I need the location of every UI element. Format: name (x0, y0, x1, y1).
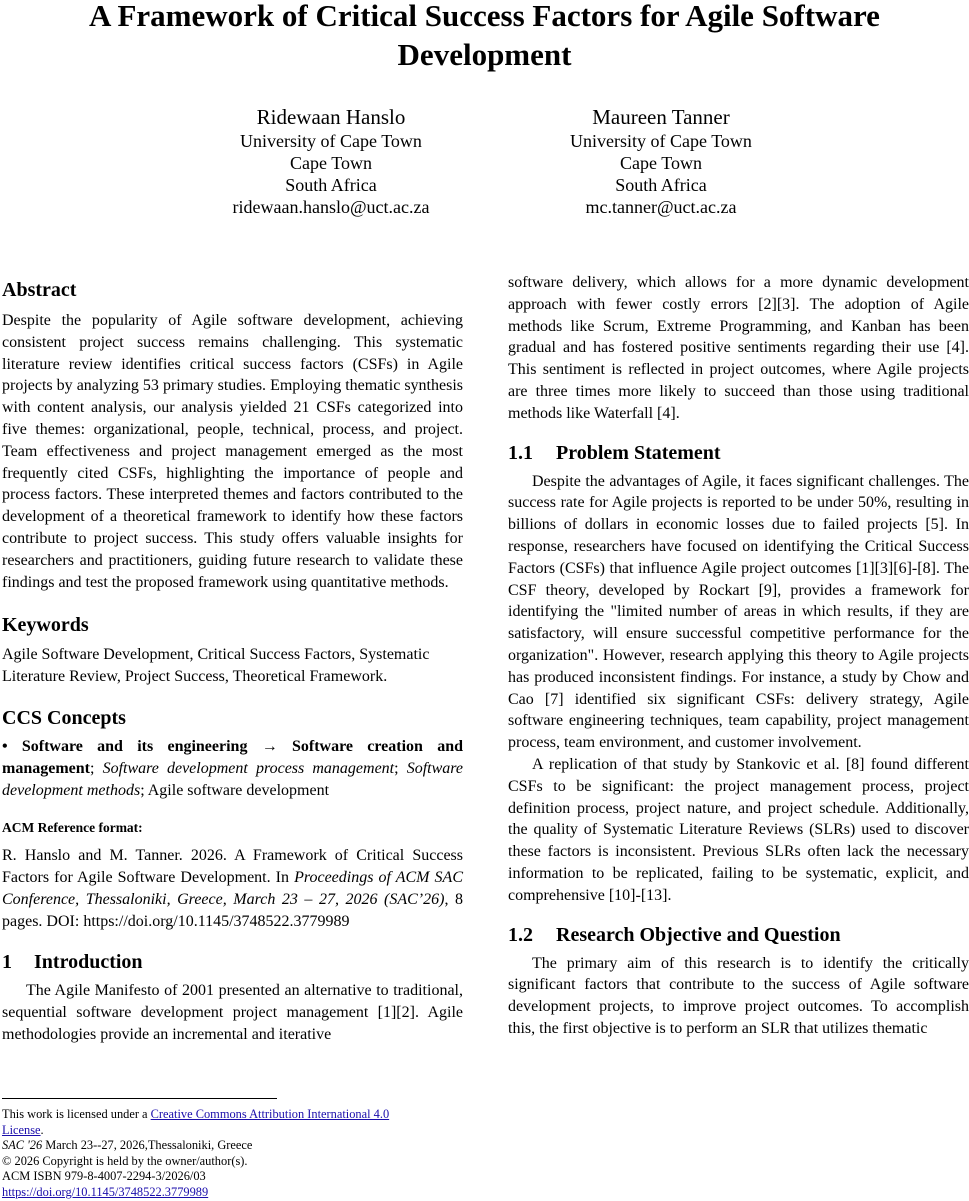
author-name: Ridewaan Hanslo (256, 105, 406, 129)
ccs-bold: • Software and its engineering → Software creation and management (2, 737, 463, 777)
author-country: South Africa (285, 175, 377, 195)
problem-paragraph: A replication of that study by Stankovic et al. [8] found different CSFs to be significant: the project management process, project definition process, project nature, and project schedule. Additionally, the quality of Systematic Literature Reviews (SLRs) used to discover these factors is inconsistent. Previous SLRs often lack the necessary information to be replicated, failing to be systematic, explicit, and comprehensive [10]-[13]. (508, 755, 969, 904)
conference-line (2, 1138, 472, 1154)
abstract-text: Despite the popularity of Agile software development, achieving consistent project success remains challenging. This systematic literature review identifies critical success factors (CSFs) in Agile projects by analyzing 53 primary studies. Employing thematic synthesis with content analysis, our analysis yielded 21 CSFs categorized into five themes: organizational, people, technical, process, and project. Team effectiveness and project management emerged as the most frequently cited CSFs, highlighting the importance of people and process factors. These interpreted themes and factors contributed to the development of a theoretical framework to identify how these factors contribute to project success. This study offers valuable insights for researchers and practitioners, guiding future research to validate these findings and test the proposed framework using quantitative methods. (2, 312, 463, 591)
intro-heading (2, 950, 463, 974)
objective-paragraph: The primary aim of this research is to identify the critically significant factors that contribute to the success of Agile software development projects, to improve project outcomes. To accomplish this, the first objective is to perform an SLR that utilizes thematic (508, 954, 969, 1037)
isbn-line: ACM ISBN 979-8-4007-2294-3/2026/03 (2, 1169, 206, 1184)
author-email: mc.tanner@uct.ac.za (585, 197, 737, 217)
keywords-heading: Keywords (2, 614, 89, 637)
license-link[interactable]: Creative Commons Attribution International 4.0 (150, 1107, 390, 1121)
doi-link[interactable]: https://doi.org/10.1145/3748522.3779989 (2, 1184, 209, 1199)
ccs-tail: ; Agile software development (140, 781, 330, 799)
objective-heading (508, 923, 969, 947)
author-affiliation: University of Cape Town (570, 131, 752, 151)
license-link[interactable]: License (2, 1122, 41, 1137)
ccs-sep: ; (394, 759, 407, 777)
author-affiliation: University of Cape Town (240, 131, 422, 151)
problem-heading (508, 441, 969, 465)
section-number: 1.1 (508, 441, 533, 464)
section-title: Introduction (34, 951, 143, 974)
left-column (2, 278, 463, 1046)
ccs-text (2, 736, 463, 801)
right-column (508, 272, 969, 1040)
author-city: Cape Town (620, 153, 702, 173)
intro-paragraph: The Agile Manifesto of 2001 presented an alternative to traditional, sequential software development project management [1][2]. Agile methodologies provide an incremental and iterative (2, 982, 463, 1043)
license-text: This work is licensed under a (2, 1107, 151, 1121)
license-text: . (40, 1122, 44, 1137)
author-block (181, 104, 481, 218)
conference-details: March 23--27, 2026,Thessaloniki, Greece (42, 1138, 253, 1153)
acm-ref-heading: ACM Reference format: (2, 820, 143, 836)
section-title: Research Objective and Question (556, 923, 841, 946)
acm-ref-post: , 8 pages. DOI: https://doi.org/10.1145/3748522.3779989 (2, 890, 463, 930)
copyright-line: © 2026 Copyright is held by the owner/author(s). (2, 1153, 248, 1168)
ccs-italic: Software development process management (102, 759, 395, 777)
section-number: 1 (2, 951, 12, 974)
license-line (2, 1123, 472, 1139)
author-name: Maureen Tanner (592, 105, 730, 129)
author-block (511, 104, 811, 218)
acm-ref-italic: Proceedings of ACM SAC Conference, Thessaloniki, Greece, March 23 – 27, 2026 (SAC’26) (2, 868, 463, 908)
abstract-heading: Abstract (2, 279, 77, 301)
section-title: Problem Statement (556, 441, 721, 464)
conference-name: SAC '26 (2, 1138, 43, 1153)
section-number: 1.2 (508, 923, 533, 946)
license-line (2, 1107, 472, 1123)
author-city: Cape Town (290, 153, 372, 173)
ccs-sep: ; (89, 759, 103, 777)
ccs-heading: CCS Concepts (2, 706, 126, 729)
intro-paragraph-continued: software delivery, which allows for a more dynamic development approach with fewer costly errors [2][3]. The adoption of Agile methods like Scrum, Extreme Programming, and Kanban has been gradual and has fostered positive sentiments regarding their use [4]. This sentiment is reflected in project outcomes, where Agile projects are three times more likely to succeed than those using traditional methods like Waterfall [4]. (508, 274, 969, 422)
footnote-divider (2, 1098, 277, 1099)
paper-title: A Framework of Critical Success Factors for Agile Software Development (89, 0, 880, 72)
author-country: South Africa (615, 175, 707, 195)
keywords-text: Agile Software Development, Critical Success Factors, Systematic Literature Review, Project Success, Theoretical Framework. (2, 646, 430, 686)
problem-paragraph: Despite the advantages of Agile, it faces significant challenges. The success rate for Agile projects is reported to be under 50%, resulting in billions of dollars in economic losses due to failed projects [5]. In response, researchers have focused on identifying the Critical Success Factors (CSFs) that influence Agile project outcomes [1][3][6]-[8]. The CSF theory, developed by Rockart [9], provides a framework for identifying the "limited number of areas in which results, if they are satisfactory, will ensure successful competitive performance for the organization". However, research applying this theory to Agile projects has produced inconsistent findings. For instance, a study by Chow and Cao [7] identified six significant CSFs: delivery strategy, Agile software engineering techniques, team capability, project management process, team environment, and customer involvement. (508, 472, 969, 752)
acm-ref-pre: R. Hanslo and M. Tanner. 2026. A Framework of Critical Success Factors for Agile Software Development. In (2, 847, 463, 886)
ccs-italic: Software development methods (2, 759, 463, 799)
footnote (2, 1107, 472, 1201)
acm-ref-text (2, 845, 463, 932)
author-email: ridewaan.hanslo@uct.ac.za (232, 197, 430, 217)
